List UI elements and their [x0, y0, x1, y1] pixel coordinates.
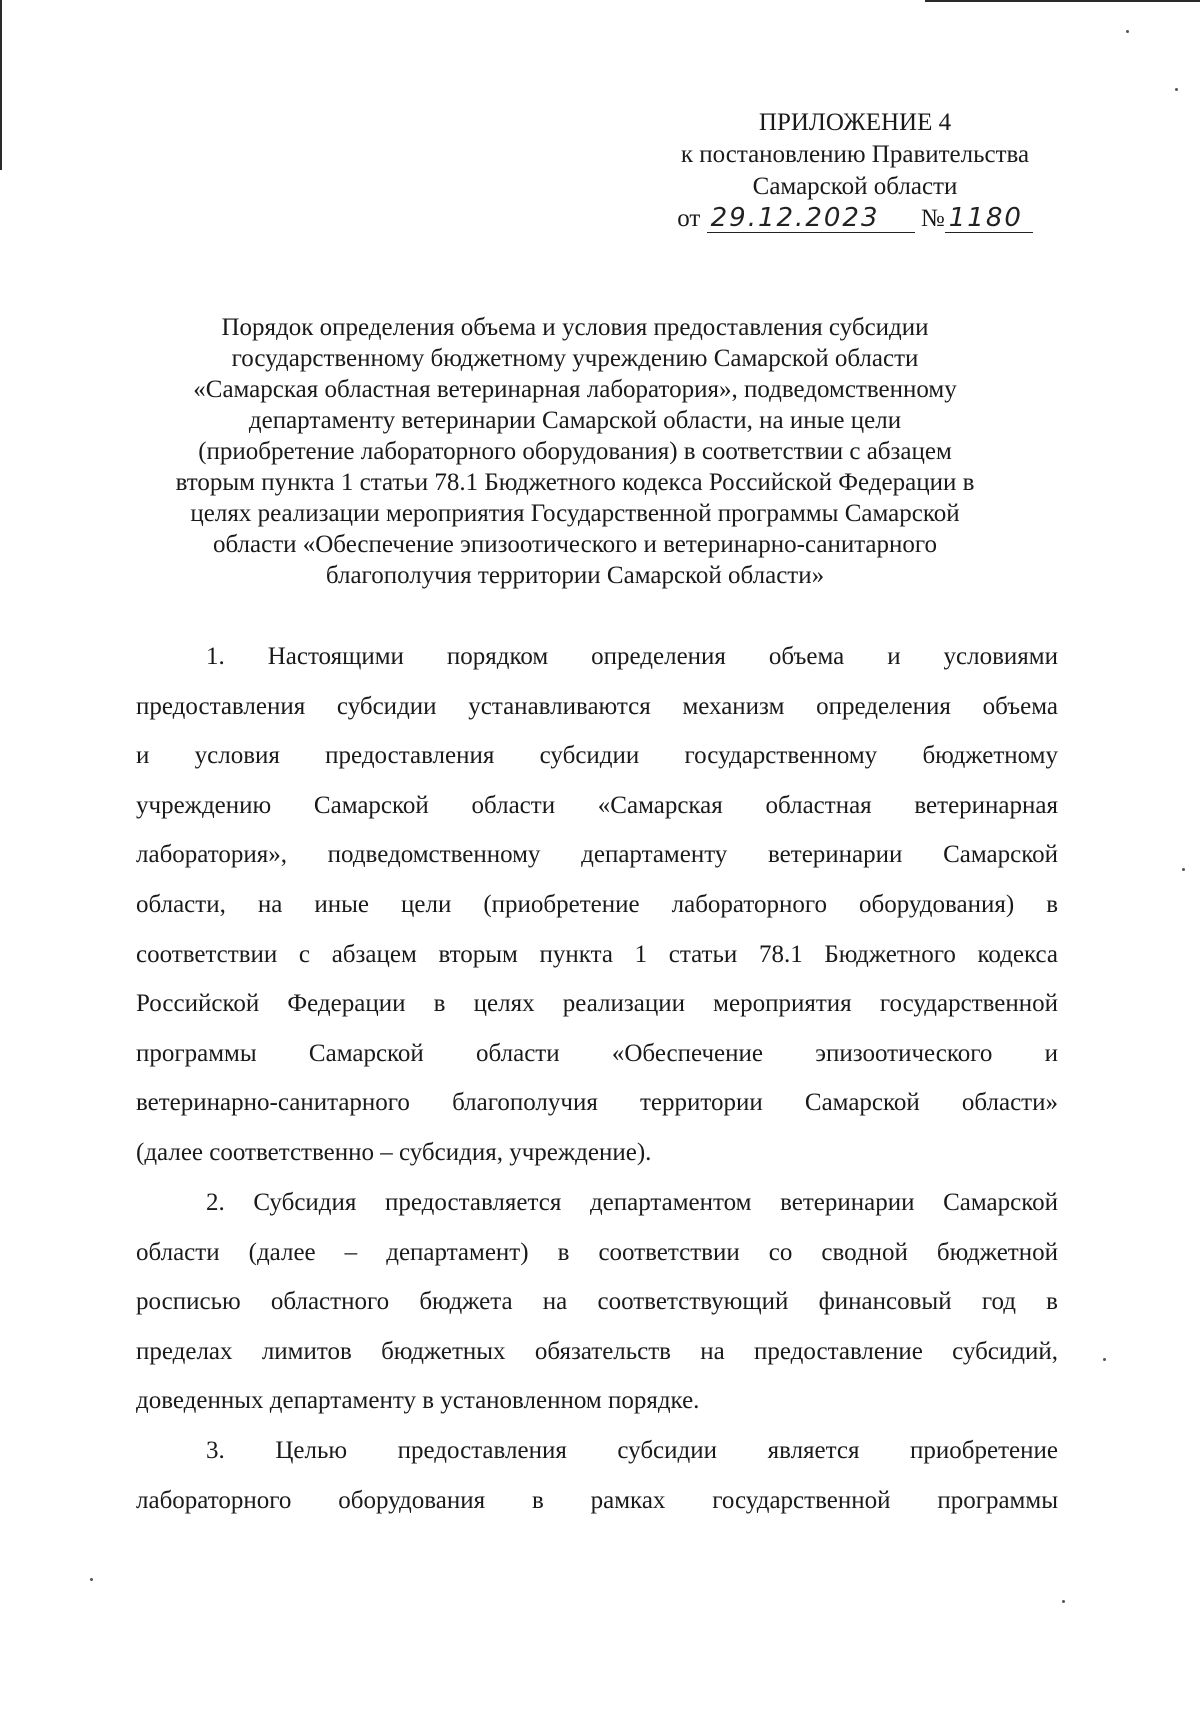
heading-line: вторым пункта 1 статьи 78.1 Бюджетного кодекса Российской Федерации в — [175, 469, 975, 496]
paragraph-line: и условия предоставления субсидии государственному бюджетному — [136, 742, 1058, 770]
paragraph-3 — [136, 1426, 1058, 1525]
scan-top-line — [925, 0, 1200, 2]
appendix-date-line — [677, 203, 1032, 235]
paragraph-line: 3. Целью предоставления субсидии является приобретение — [206, 1437, 1058, 1464]
heading-line: государственному бюджетному учреждению Самарской области — [231, 345, 919, 372]
paragraph-line: предоставления субсидии устанавливаются механизм определения объема — [136, 692, 1058, 720]
paragraph-line: Российской Федерации в целях реализации мероприятия государственной — [136, 990, 1058, 1018]
paragraph-line: области, на иные цели (приобретение лабораторного оборудования) в — [136, 890, 1058, 918]
paragraph-line: учреждению Самарской области «Самарская областная ветеринарная — [136, 791, 1058, 819]
document-heading — [110, 312, 1040, 591]
paragraph-2 — [136, 1178, 1058, 1426]
scan-speck — [1182, 868, 1185, 871]
paragraph-line: 2. Субсидия предоставляется департаментом ветеринарии Самарской — [206, 1189, 1058, 1216]
handwritten-date: 29.12.2023 — [707, 204, 915, 233]
heading-line: области «Обеспечение эпизоотического и ветеринарно-санитарного — [212, 531, 938, 558]
paragraph-line: доведенных департаменту в установленном порядке. — [136, 1387, 700, 1415]
appendix-block — [640, 107, 1070, 235]
paragraph-line: 1. Настоящими порядком определения объема и условиями — [206, 643, 1058, 670]
paragraph-line: лабораторного оборудования в рамках государственной программы — [136, 1486, 1058, 1514]
heading-line: Порядок определения объема и условия предоставления субсидии — [221, 314, 929, 341]
heading-line: «Самарская областная ветеринарная лаборатория», подведомственному — [193, 376, 957, 403]
scan-speck — [1103, 1358, 1106, 1361]
paragraph-line: лаборатория», подведомственному департаменту ветеринарии Самарской — [136, 841, 1058, 869]
paragraph-line: (далее соответственно – субсидия, учреждение). — [136, 1138, 652, 1166]
paragraph-1 — [136, 632, 1058, 1178]
heading-line: благополучия территории Самарской области» — [325, 562, 825, 589]
paragraph-line: росписью областного бюджета на соответствующий финансовый год в — [136, 1288, 1058, 1316]
paragraph-line: области (далее – департамент) в соответствии со сводной бюджетной — [136, 1238, 1058, 1266]
scan-speck — [1175, 88, 1178, 91]
scan-speck — [90, 1578, 93, 1581]
heading-line: департаменту ветеринарии Самарской области, на иные цели — [248, 407, 902, 434]
appendix-line-2: Самарской области — [752, 173, 958, 200]
scan-speck — [1062, 1600, 1065, 1603]
appendix-line-1: к постановлению Правительства — [680, 141, 1030, 168]
number-prefix: № — [920, 205, 945, 232]
paragraph-line: пределах лимитов бюджетных обязательств на предоставление субсидий, — [136, 1337, 1058, 1365]
heading-line: целях реализации мероприятия Государственной программы Самарской — [190, 500, 960, 527]
date-prefix: от — [677, 205, 701, 232]
paragraph-line: соответствии с абзацем вторым пункта 1 статьи 78.1 Бюджетного кодекса — [136, 940, 1058, 968]
paragraph-line: ветеринарно-санитарного благополучия территории Самарской области» — [136, 1089, 1058, 1117]
appendix-title: ПРИЛОЖЕНИЕ 4 — [758, 109, 952, 136]
scan-speck — [1126, 30, 1129, 33]
paragraph-line: программы Самарской области «Обеспечение эпизоотического и — [136, 1039, 1058, 1067]
heading-line: (приобретение лабораторного оборудования) в соответствии с абзацем — [198, 438, 952, 465]
scan-edge-line — [0, 0, 2, 170]
handwritten-number: 1180 — [945, 204, 1033, 233]
